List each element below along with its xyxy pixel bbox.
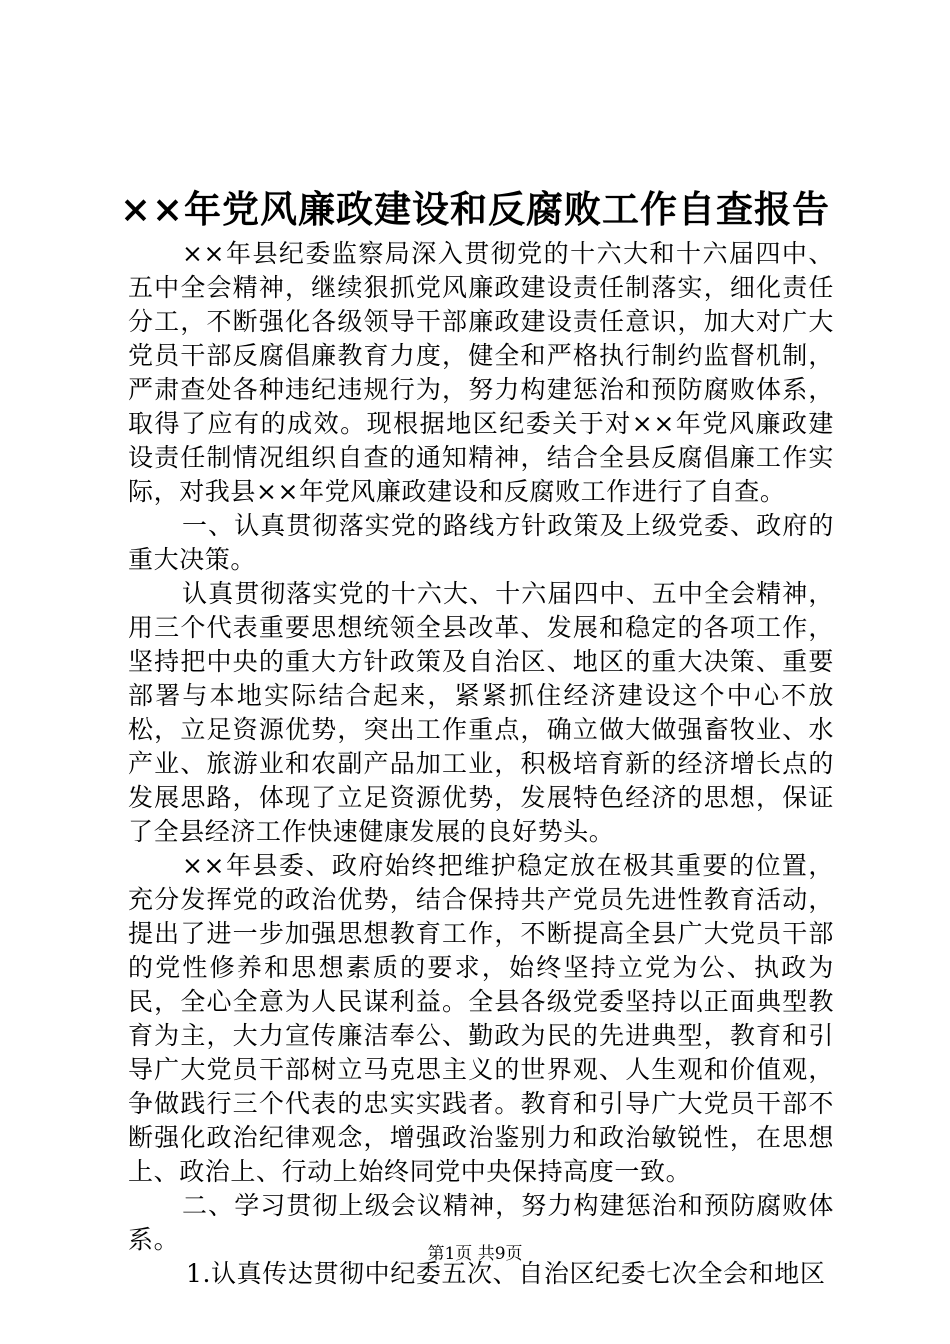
paragraph-item-1: 1.认真传达贯彻中纪委五次、自治区纪委七次全会和地区: [186, 1259, 826, 1288]
page-number-footer: 第1页 共9页: [427, 1244, 523, 1264]
paragraph-intro: ××年县纪委监察局深入贯彻党的十六大和十六届四中、五中全会精神，继续狠抓党风廉政建设责任制落实，细化责任分工，不断强化各级领导干部廉政建设责任意识，加大对广大党员干部反腐倡廉教育力度，健全和严格执行制约监督机制，严肃查处各种违纪违规行为，努力构建惩治和预防腐败体系，取得了应有的成效。现根据地区纪委关于对××年党风廉政建设责任制情况组织自查的通知精神，结合全县反腐倡廉工作实际，对我县××年党风廉政建设和反腐败工作进行了自查。: [128, 239, 834, 506]
paragraph-section-1-a: 认真贯彻落实党的十六大、十六届四中、五中全会精神，用三个代表重要思想统领全县改革、发展和稳定的各项工作，坚持把中央的重大方针政策及自治区、地区的重大决策、重要部署与本地实际结合起来，紧紧抓住经济建设这个中心不放松，立足资源优势，突出工作重点，确立做大做强畜牧业、水产业、旅游业和农副产品加工业，积极培育新的经济增长点的发展思路，体现了立足资源优势，发展特色经济的思想，保证了全县经济工作快速健康发展的良好势头。: [128, 579, 834, 846]
section-heading-1: 一、认真贯彻落实党的路线方针政策及上级党委、政府的重大决策。: [128, 511, 834, 574]
section-heading-2: 二、学习贯彻上级会议精神，努力构建惩治和预防腐败体系。: [128, 1191, 834, 1254]
document-body: [128, 237, 834, 1291]
paragraph-section-1-b: ××年县委、政府始终把维护稳定放在极其重要的位置，充分发挥党的政治优势，结合保持共产党员先进性教育活动，提出了进一步加强思想教育工作，不断提高全县广大党员干部的党性修养和思想素质的要求，始终坚持立党为公、执政为民，全心全意为人民谋利益。全县各级党委坚持以正面典型教育为主，大力宣传廉洁奉公、勤政为民的先进典型，教育和引导广大党员干部树立马克思主义的世界观、人生观和价值观，争做践行三个代表的忠实实践者。教育和引导广大党员干部不断强化政治纪律观念，增强政治鉴别力和政治敏锐性，在思想上、政治上、行动上始终同党中央保持高度一致。: [128, 851, 834, 1186]
document-title: ××年党风廉政建设和反腐败工作自查报告: [119, 187, 830, 231]
